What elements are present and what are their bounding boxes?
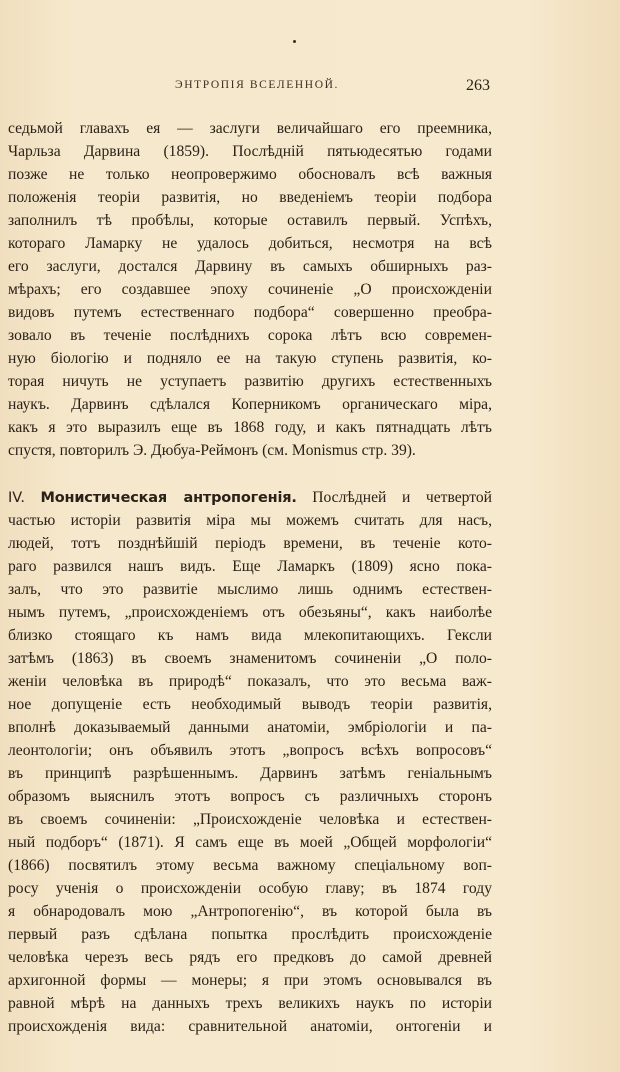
text-line: положенія теоріи развитія, но введеніемъ теоріи подбора xyxy=(8,189,492,206)
section-number: IV. xyxy=(8,490,25,506)
text-line: позже не только неопровержимо обосновалъ всѣ важныя xyxy=(8,166,492,183)
text-line: женіи человѣка въ природѣ“ показалъ, что это весьма важ- xyxy=(8,673,492,690)
text-line: въ своемъ сочиненіи: „Происхожденіе человѣка и естествен- xyxy=(8,811,492,828)
text-line: въ принципѣ разрѣшеннымъ. Дарвинъ затѣмъ геніальнымъ xyxy=(8,765,492,782)
text-line: ное допущеніе есть необходимый выводъ теоріи развитія, xyxy=(8,696,492,713)
text-line: ную біологію и подняло ее на такую ступень развитія, ко- xyxy=(8,350,492,367)
text-line: первый разъ сдѣлана попытка прослѣдить происхожденіе xyxy=(8,926,492,943)
text-line: залъ, что это развитіе мыслимо лишь однимъ естествен- xyxy=(8,581,492,598)
text-line: вполнѣ доказываемый данными анатоміи, эмбріологіи и па- xyxy=(8,719,492,736)
ink-dot xyxy=(293,40,296,43)
text-line: котораго Ламарку не удалось добиться, несмотря на всѣ xyxy=(8,235,492,252)
text-line: затѣмъ (1863) въ своемъ знаменитомъ сочиненіи „О поло- xyxy=(8,650,492,667)
text-line: зовало въ теченіе послѣднихъ сорока лѣтъ всю современ- xyxy=(8,327,492,344)
text-line: росу ученія о происхожденіи особую главу; въ 1874 году xyxy=(8,880,492,897)
text-line: мѣрахъ; его создавшее эпоху сочиненіе „О происхожденіи xyxy=(8,281,492,298)
text-line: какъ я это выразилъ еще въ 1868 году, и какъ пятнадцать лѣтъ xyxy=(8,419,492,436)
text-line: равной мѣрѣ на данныхъ трехъ великихъ наукъ по исторіи xyxy=(8,995,492,1012)
text-line: образомъ выяснилъ этотъ вопросъ съ различныхъ сторонъ xyxy=(8,788,492,805)
text-line: спустя, повторилъ Э. Дюбуа-Реймонъ (см. Monismus стр. 39). xyxy=(8,442,416,459)
text-line: частью исторіи развитія міра мы можемъ считать для насъ, xyxy=(8,512,492,529)
text-line: заполнилъ тѣ пробѣлы, которые оставилъ первый. Успѣхъ, xyxy=(8,212,492,229)
running-head: ЭНТРОПІЯ ВСЕЛЕННОЙ. xyxy=(175,79,339,91)
section-first-line xyxy=(8,487,492,509)
text-line: архигонной формы — монеры; я при этомъ основывался въ xyxy=(8,972,492,989)
text-line: (1866) посвятилъ этому весьма важному спеціальному воп- xyxy=(8,857,492,874)
text-line: происхожденія вида: сравнительной анатоміи, онтогеніи и xyxy=(8,1018,492,1035)
text-line: наукъ. Дарвинъ сдѣлался Коперникомъ органическаго міра, xyxy=(8,396,492,413)
text-line: раго развился нашъ видъ. Еще Ламаркъ (1809) ясно пока- xyxy=(8,558,492,575)
text-line: нымъ путемъ, „происхожденіемъ отъ обезьяны“, какъ наиболѣе xyxy=(8,604,492,621)
text-line: я обнародовалъ мою „Антропогенію“, въ которой была въ xyxy=(8,903,492,920)
text-line: Чарльза Дарвина (1859). Послѣдній пятьюдесятью годами xyxy=(8,143,492,160)
text-line: его заслуги, достался Дарвину въ самыхъ обширныхъ раз- xyxy=(8,258,492,275)
text-line: седьмой главахъ ея — заслуги величайшаго его преемника, xyxy=(8,120,492,137)
text-line: человѣка черезъ весь рядъ его предковъ до самой древней xyxy=(8,949,492,966)
text-line: людей, тотъ позднѣйшій періодъ времени, въ теченіе кото- xyxy=(8,535,492,552)
page-number: 263 xyxy=(466,77,490,94)
section-first-line-text: Послѣдней и четвертой xyxy=(312,489,492,506)
text-line: леонтологіи; онъ объявилъ этотъ „вопросъ всѣхъ вопросовъ“ xyxy=(8,742,492,759)
text-line: близко стоящаго къ намъ вида млекопитающихъ. Гексли xyxy=(8,627,492,644)
text-line: видовъ путемъ естественнаго подбора“ совершенно преобра- xyxy=(8,304,492,321)
section-heading: Монистическая антропогенія. xyxy=(40,490,297,506)
text-line: торая ничуть не уступаетъ развитію другихъ естественныхъ xyxy=(8,373,492,390)
text-line: ный подборъ“ (1871). Я самъ еще въ моей „Общей морфологіи“ xyxy=(8,834,492,851)
